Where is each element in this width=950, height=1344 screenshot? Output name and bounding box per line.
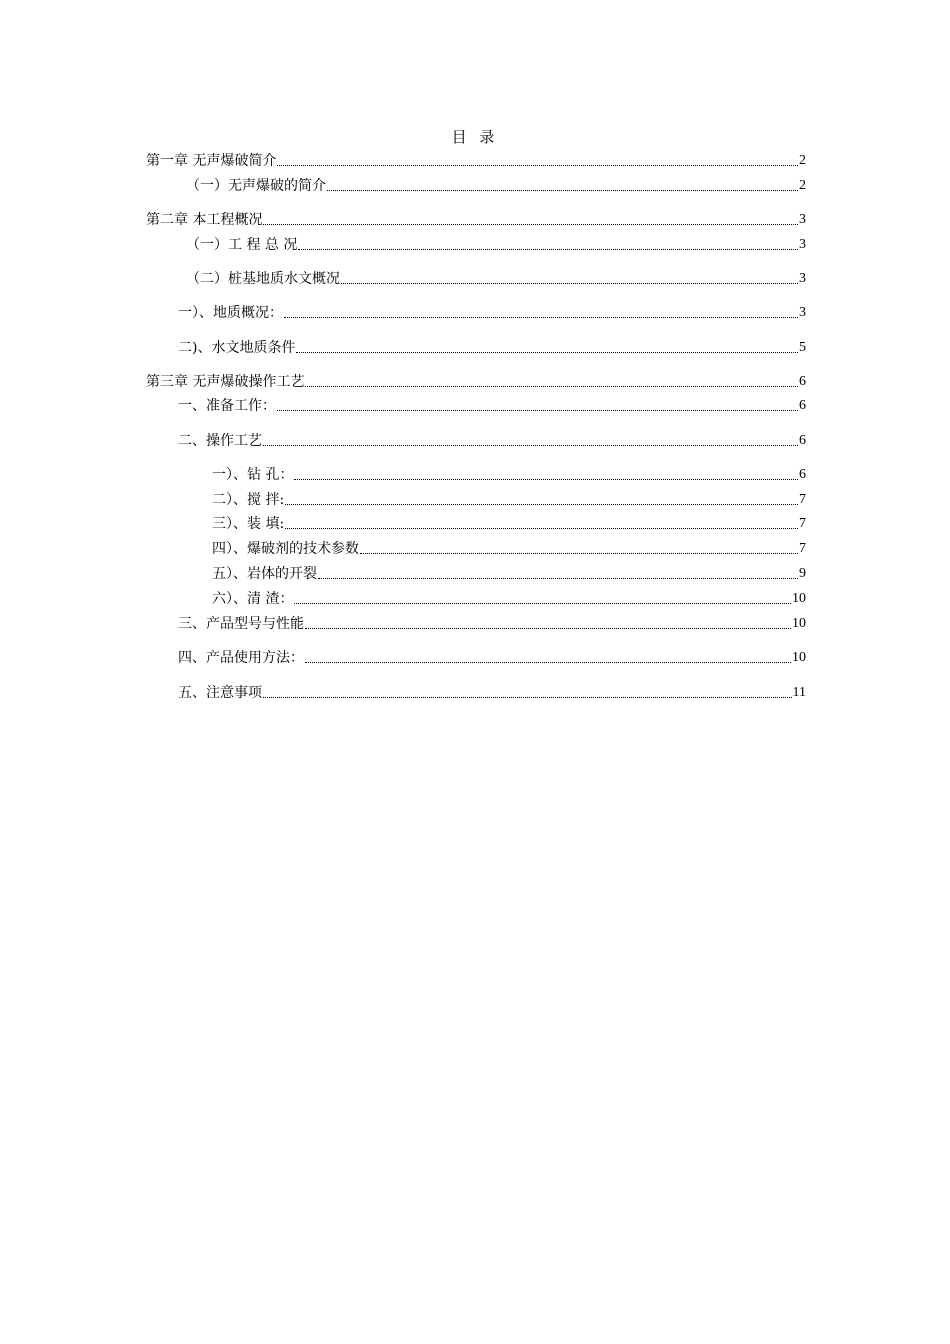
dot-leader xyxy=(284,317,798,318)
toc-entry-2-2-2[interactable] xyxy=(178,339,806,357)
toc-entry-chapter-1[interactable] xyxy=(146,152,806,170)
toc-entry-label: 三）、装 填: xyxy=(212,516,285,532)
toc-entry-label: 二)、水文地质条件 xyxy=(178,340,296,356)
toc-entry-label: 五、注意事项 xyxy=(178,685,262,701)
dot-leader xyxy=(263,697,792,698)
toc-entry-2-2-1[interactable] xyxy=(178,304,806,322)
toc-entry-3-2-2[interactable] xyxy=(212,491,806,509)
dot-leader xyxy=(296,352,798,353)
dot-leader xyxy=(294,479,798,480)
toc-entry-label: （一）无声爆破的简介 xyxy=(186,178,326,194)
toc-entry-label: 六）、清 渣： xyxy=(212,591,294,607)
toc-entry-2-1[interactable] xyxy=(186,236,806,254)
toc-entry-label: 四、产品使用方法： xyxy=(178,650,304,666)
toc-entry-label: 一）、钻 孔： xyxy=(212,467,294,483)
toc-page-number: 6 xyxy=(799,374,806,389)
dot-leader xyxy=(360,553,798,554)
toc-entry-label: 四）、爆破剂的技术参数 xyxy=(212,541,359,557)
toc-entry-3-5[interactable] xyxy=(178,684,806,702)
toc-page-number: 7 xyxy=(799,516,806,531)
toc-entry-3-1[interactable] xyxy=(178,397,806,415)
dot-leader xyxy=(298,249,798,250)
dot-leader xyxy=(277,410,798,411)
toc-entry-label: 第三章 无声爆破操作工艺 xyxy=(146,374,305,390)
toc-entry-3-2-3[interactable] xyxy=(212,515,806,533)
toc-entry-1-1[interactable] xyxy=(186,177,806,195)
toc-page-number: 9 xyxy=(799,566,806,581)
toc-entry-3-2-5[interactable] xyxy=(212,565,806,583)
toc-entry-label: 第二章 本工程概况 xyxy=(146,212,263,228)
toc-page-number: 10 xyxy=(792,616,806,631)
toc-page-number: 2 xyxy=(799,178,806,193)
dot-leader xyxy=(285,528,798,529)
dot-leader xyxy=(285,504,798,505)
dot-leader xyxy=(263,445,798,446)
toc-title: 目 录 xyxy=(451,128,499,146)
toc-entry-2-2[interactable] xyxy=(186,270,806,288)
toc-entry-label: 一、准备工作： xyxy=(178,398,276,414)
dot-leader xyxy=(294,603,791,604)
toc-entry-chapter-3[interactable] xyxy=(146,373,806,391)
toc-page-number: 3 xyxy=(799,305,806,320)
dot-leader xyxy=(341,283,798,284)
dot-leader xyxy=(277,165,798,166)
toc-page-number: 2 xyxy=(799,153,806,168)
toc-entry-3-2-4[interactable] xyxy=(212,540,806,558)
toc-entry-chapter-2[interactable] xyxy=(146,211,806,229)
toc-page-number: 6 xyxy=(799,433,806,448)
toc-entry-label: （二）桩基地质水文概况 xyxy=(186,271,340,287)
toc-entry-label: 二、操作工艺 xyxy=(178,433,262,449)
toc-entry-label: 三、产品型号与性能 xyxy=(178,616,304,632)
toc-entry-label: 一）、地质概况： xyxy=(178,305,283,321)
toc-page-number: 7 xyxy=(799,492,806,507)
toc-entry-3-2-6[interactable] xyxy=(212,590,806,608)
toc-page-number: 6 xyxy=(799,467,806,482)
toc-page-number: 7 xyxy=(799,541,806,556)
dot-leader xyxy=(305,386,798,387)
toc-entry-3-4[interactable] xyxy=(178,649,806,667)
dot-leader xyxy=(305,662,791,663)
toc-page-number: 6 xyxy=(799,398,806,413)
toc-page-number: 3 xyxy=(799,237,806,252)
toc-page-number: 3 xyxy=(799,212,806,227)
toc-entry-label: 五）、岩体的开裂 xyxy=(212,566,317,582)
toc-entry-label: （一）工 程 总 况 xyxy=(186,237,298,253)
dot-leader xyxy=(318,578,798,579)
toc-page-number: 5 xyxy=(799,340,806,355)
toc-page-number: 3 xyxy=(799,271,806,286)
toc-page-number: 10 xyxy=(792,591,806,606)
toc-entry-3-2-1[interactable] xyxy=(212,466,806,484)
toc-entry-3-2[interactable] xyxy=(178,432,806,450)
dot-leader xyxy=(327,190,798,191)
toc-page-number: 11 xyxy=(792,685,806,700)
dot-leader xyxy=(305,628,791,629)
toc-entry-label: 第一章 无声爆破简介 xyxy=(146,153,277,169)
toc-entry-label: 二）、搅 拌: xyxy=(212,492,285,508)
toc-page-number: 10 xyxy=(792,650,806,665)
toc-entry-3-3[interactable] xyxy=(178,615,806,633)
dot-leader xyxy=(263,224,798,225)
